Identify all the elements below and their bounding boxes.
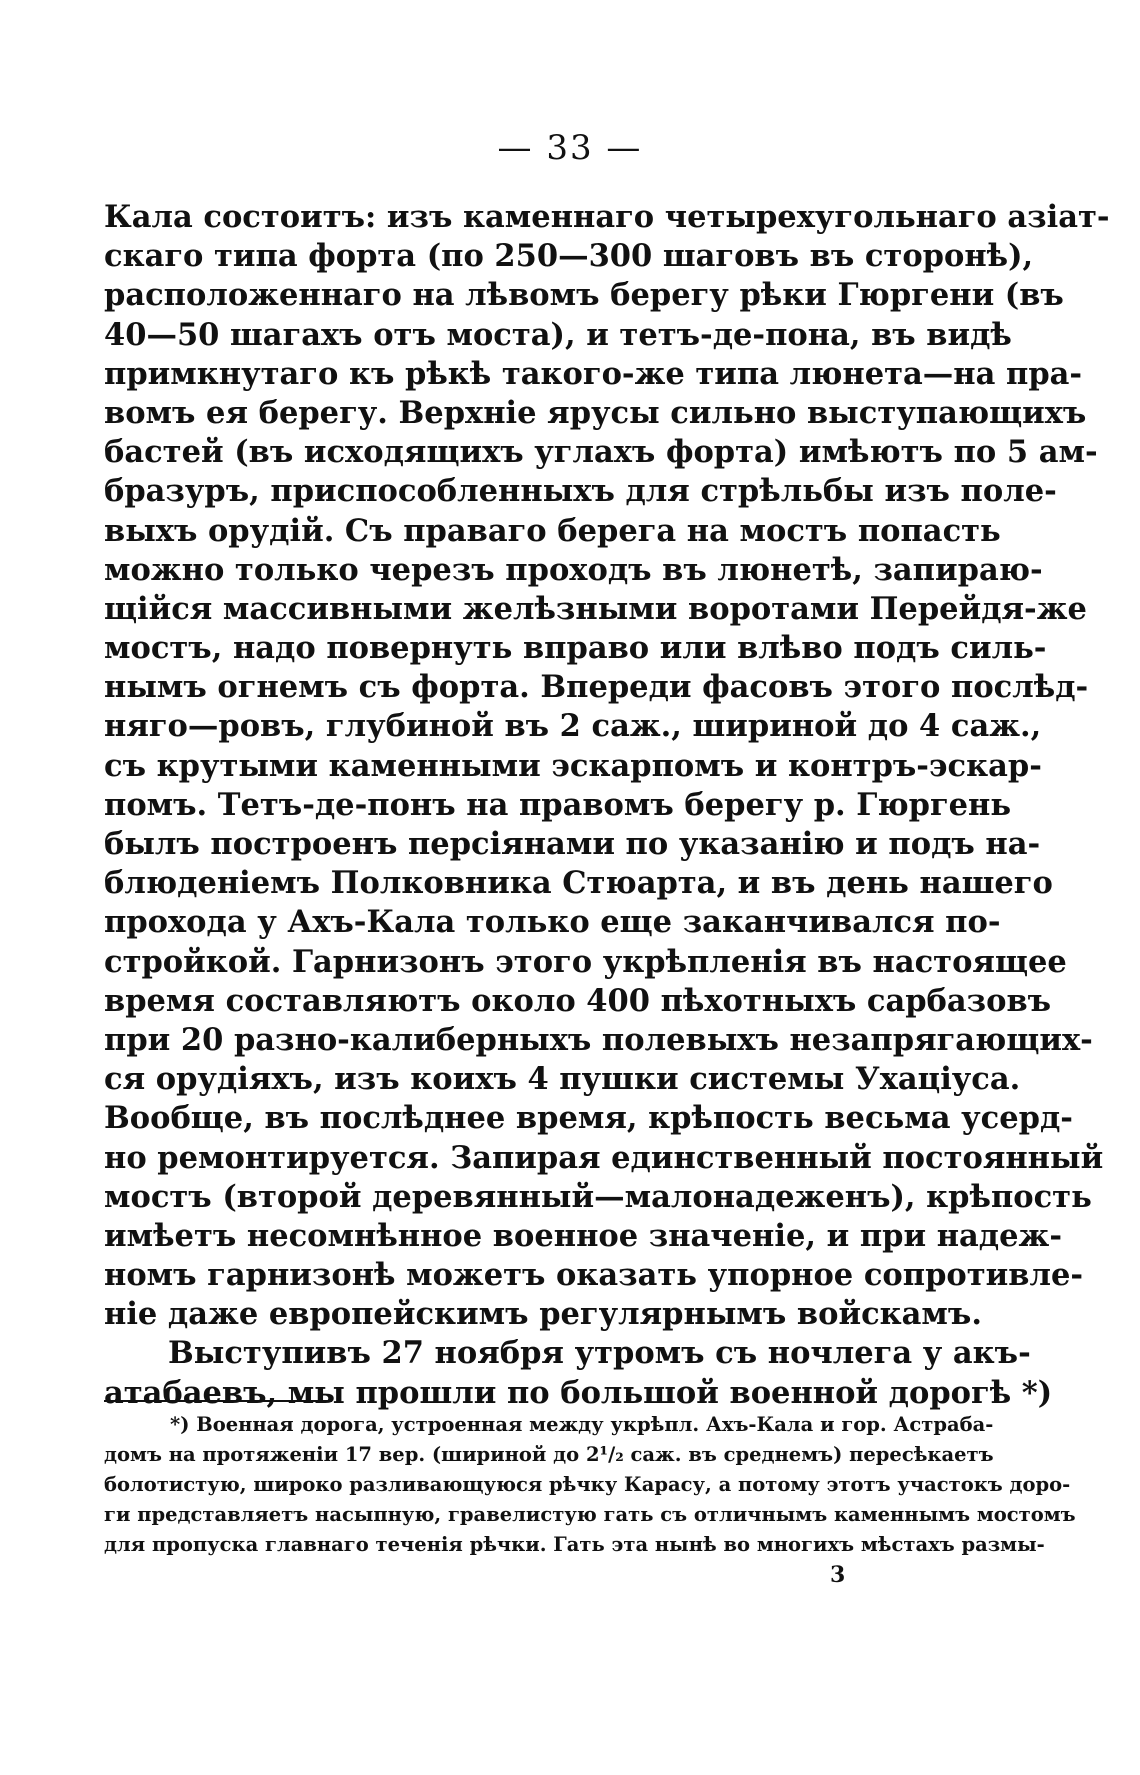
- page-number: — 33 —: [497, 128, 643, 168]
- body-line: Вообще, въ послѣднее время, крѣпость весьма усерд-: [104, 1100, 1073, 1137]
- body-line: стройкой. Гарнизонъ этого укрѣпленія въ настоящее: [104, 943, 1067, 980]
- paragraph-end-line: ніе даже европейскимъ регулярнымъ войскамъ.: [104, 1296, 982, 1333]
- body-line: 40—50 шагахъ отъ моста), и тетъ-де-пона, въ видѣ: [104, 316, 1012, 353]
- body-line: ся орудіяхъ, изъ коихъ 4 пушки системы Ухаціуса.: [104, 1061, 1021, 1098]
- body-line: нымъ огнемъ съ форта. Впереди фасовъ этого послѣд-: [104, 669, 1089, 706]
- body-line: бастей (въ исходящихъ углахъ форта) имѣютъ по 5 ам-: [104, 434, 1098, 471]
- body-line: но ремонтируется. Запирая единственный постоянный: [104, 1139, 1104, 1176]
- footnote-line: для пропуска главнаго теченія рѣчки. Гать эта нынѣ во многихъ мѣстахъ размы-: [104, 1533, 1045, 1556]
- body-line: былъ построенъ персіянами по указанію и подъ на-: [104, 826, 1041, 862]
- footnote-line: болотистую, широко разливающуюся рѣчку Карасу, а потому этотъ участокъ доро-: [104, 1473, 1071, 1496]
- body-text: [104, 198, 1110, 1413]
- body-line: имѣетъ несомнѣнное военное значеніе, и при надеж-: [104, 1217, 1062, 1254]
- body-line: мостъ (второй деревянный—малонадеженъ), крѣпость: [104, 1178, 1092, 1215]
- footnote-line: домъ на протяженіи 17 вер. (шириной до 2¹/₂ саж. въ среднемъ) пересѣкаетъ: [104, 1443, 994, 1466]
- body-line: няго—ровъ, глубиной въ 2 саж., шириной до 4 саж.,: [104, 708, 1042, 745]
- footnote-divider: [104, 1400, 332, 1402]
- footnote: [104, 1410, 1076, 1560]
- body-line: вомъ ея берегу. Верхніе ярусы сильно выступающихъ: [104, 394, 1087, 431]
- body-line: расположеннаго на лѣвомъ берегу рѣки Гюргени (въ: [104, 277, 1064, 314]
- body-line: можно только черезъ проходъ въ люнетѣ, запираю-: [104, 551, 1043, 588]
- body-line: атабаевъ, мы прошли по большой военной дорогѣ *): [104, 1374, 1053, 1411]
- body-line: мостъ, надо повернуть вправо или влѣво подъ силь-: [104, 630, 1047, 667]
- body-line: скаго типа форта (по 250—300 шаговъ въ сторонѣ),: [104, 238, 1034, 275]
- body-line: при 20 разно-калиберныхъ полевыхъ незапрягающих-: [104, 1021, 1093, 1058]
- body-line: Кала состоитъ: изъ каменнаго четырехугольнаго азіат-: [104, 199, 1110, 235]
- paragraph-start-line: Выступивъ 27 ноября утромъ съ ночлега у акъ-: [168, 1335, 1031, 1372]
- body-line: помъ. Тетъ-де-понъ на правомъ берегу р. Гюргень: [104, 786, 1012, 823]
- body-line: выхъ орудій. Съ праваго берега на мостъ попасть: [104, 512, 1001, 549]
- body-line: щійся массивными желѣзными воротами Перейдя-же: [104, 590, 1087, 627]
- body-line: бразуръ, приспособленныхъ для стрѣльбы изъ поле-: [104, 473, 1057, 510]
- body-line: время составляютъ около 400 пѣхотныхъ сарбазовъ: [104, 982, 1052, 1019]
- body-line: блюденіемъ Полковника Стюарта, и въ день нашего: [104, 865, 1053, 902]
- body-line: прохода у Ахъ-Кала только еще заканчивался по-: [104, 904, 1001, 941]
- body-line: примкнутаго къ рѣкѣ такого-же типа люнета—на пра-: [104, 355, 1083, 392]
- signature-mark: 3: [830, 1562, 846, 1588]
- footnote-line: ги представляетъ насыпную, гравелистую гать съ отличнымъ каменнымъ мостомъ: [104, 1503, 1076, 1526]
- body-line: съ крутыми каменными эскарпомъ и контръ-эскар-: [104, 747, 1042, 784]
- footnote-line: *) Военная дорога, устроенная между укрѣпл. Ахъ-Кала и гор. Астраба-: [170, 1413, 994, 1436]
- body-line: номъ гарнизонѣ можетъ оказать упорное сопротивле-: [104, 1257, 1084, 1294]
